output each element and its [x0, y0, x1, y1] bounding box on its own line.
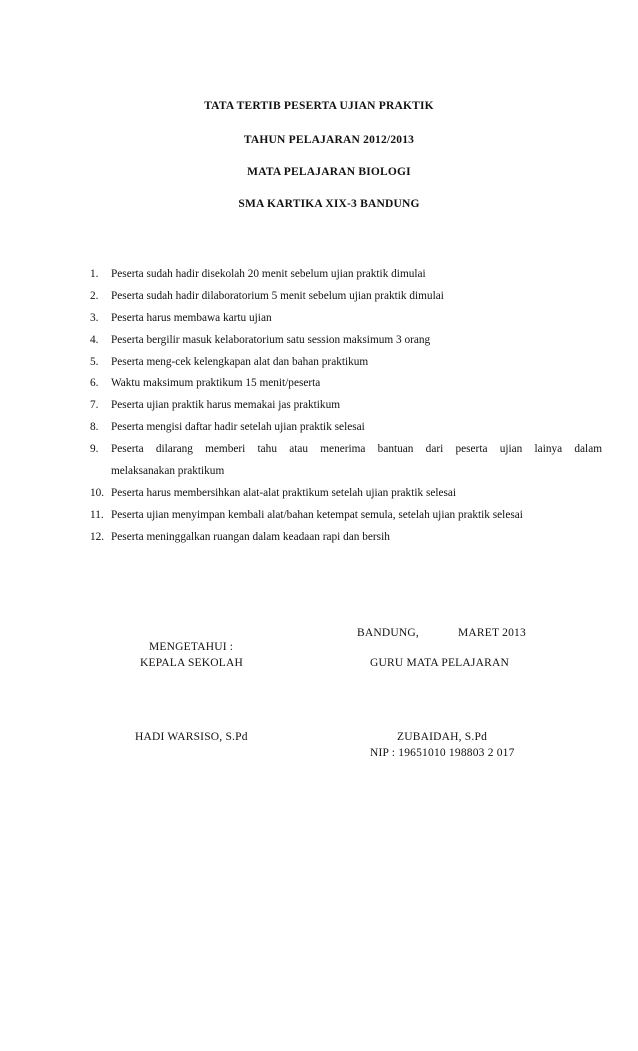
rule-text	[111, 439, 602, 483]
rule-text: Peserta sudah hadir disekolah 20 menit sebelum ujian praktik dimulai	[111, 268, 426, 280]
teacher-name: ZUBAIDAH, S.Pd	[397, 731, 488, 743]
rule-item	[92, 527, 602, 549]
rule-item	[92, 505, 602, 527]
rule-text: Peserta sudah hadir dilaboratorium 5 menit sebelum ujian praktik dimulai	[111, 289, 444, 302]
rule-number: 8.	[90, 421, 99, 434]
rule-text: Peserta meninggalkan ruangan dalam keadaan rapi dan bersih	[111, 530, 390, 543]
rule-text: Peserta bergilir masuk kelaboratorium satu session maksimum 3 orang	[111, 333, 431, 346]
teacher-title: GURU MATA PELAJARAN	[370, 657, 509, 669]
rule-item	[92, 483, 602, 505]
principal-title: KEPALA SEKOLAH	[140, 657, 244, 669]
document-title: TATA TERTIB PESERTA UJIAN PRAKTIK	[204, 100, 434, 112]
teacher-nip: NIP : 19651010 198803 2 017	[370, 747, 515, 759]
rule-number: 5.	[90, 355, 99, 368]
rule-number: 4.	[90, 333, 99, 346]
rules-list	[92, 264, 602, 549]
rule-item	[92, 352, 602, 374]
rule-number: 7.	[90, 399, 99, 412]
rule-item	[92, 373, 602, 395]
rule-text: Peserta meng-cek kelengkapan alat dan bahan praktikum	[111, 355, 369, 368]
rule-item	[92, 308, 602, 330]
rule-number: 10.	[90, 486, 105, 499]
rule-number: 1.	[90, 268, 99, 280]
rule-number: 2.	[90, 289, 99, 302]
rule-item	[92, 286, 602, 308]
signature-place: BANDUNG,	[357, 627, 419, 639]
rule-item	[92, 264, 602, 286]
rule-item	[92, 395, 602, 417]
rule-text: Peserta harus membersihkan alat-alat praktikum setelah ujian praktik selesai	[111, 486, 457, 499]
acknowledged-label: MENGETAHUI :	[149, 641, 234, 653]
rule-text: Peserta harus membawa kartu ujian	[111, 311, 272, 324]
rule-number: 12.	[90, 530, 105, 543]
rule-item	[92, 330, 602, 352]
rule-text-line1: Peserta dilarang memberi tahu atau menerima bantuan dari peserta ujian lainya dalam	[111, 443, 602, 456]
rule-text: Peserta mengisi daftar hadir setelah ujian praktik selesai	[111, 421, 365, 434]
school-name: SMA KARTIKA XIX-3 BANDUNG	[238, 198, 420, 210]
principal-name: HADI WARSISO, S.Pd	[135, 731, 248, 743]
subject-title: MATA PELAJARAN BIOLOGI	[247, 166, 411, 178]
rule-item	[92, 417, 602, 439]
rule-number: 3.	[90, 311, 99, 324]
rule-text: Peserta ujian praktik harus memakai jas praktikum	[111, 399, 341, 412]
rule-number: 6.	[90, 377, 99, 390]
rule-text-line2: melaksanakan praktikum	[111, 465, 225, 478]
signature-date: MARET 2013	[458, 627, 526, 639]
academic-year: TAHUN PELAJARAN 2012/2013	[243, 134, 415, 146]
rule-number: 9.	[90, 443, 99, 456]
rule-text: Waktu maksimum praktikum 15 menit/peserta	[111, 377, 321, 390]
rule-text: Peserta ujian menyimpan kembali alat/bahan ketempat semula, setelah ujian praktik selesai	[111, 508, 523, 521]
rule-item	[92, 439, 602, 483]
rule-number: 11.	[90, 508, 104, 521]
